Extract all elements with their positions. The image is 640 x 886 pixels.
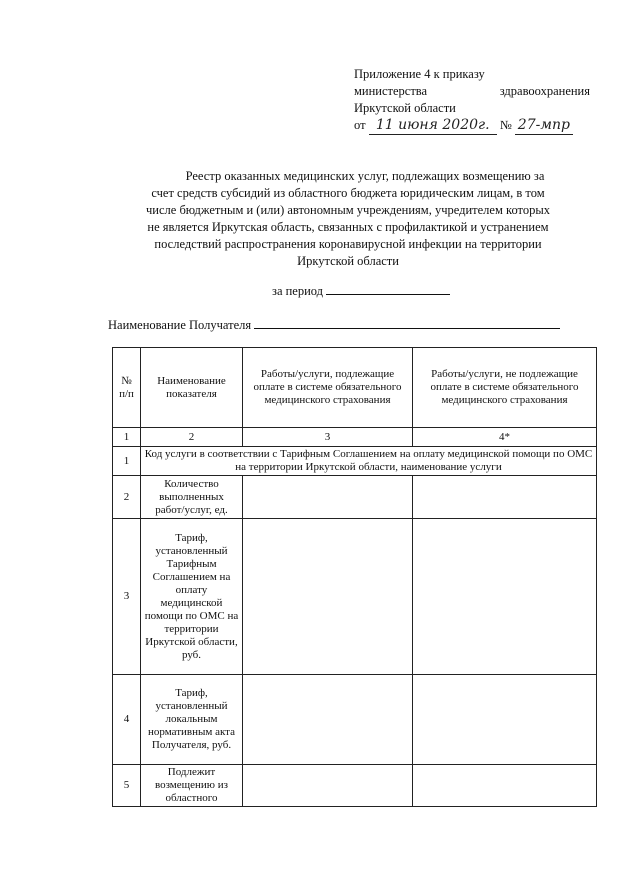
row-oms-not-paid-cell[interactable] [413, 675, 597, 765]
column-number-3: 3 [243, 428, 413, 447]
table-row [113, 476, 597, 519]
row-number: 2 [113, 476, 141, 519]
title-line-4: не является Иркутская область, связанных с профилактикой и устранением [147, 220, 549, 234]
appendix-line-2 [354, 83, 590, 100]
row-oms-not-paid-cell[interactable] [413, 519, 597, 675]
date-prefix: от [354, 118, 366, 132]
document-title [108, 168, 588, 270]
appendix-date-line [354, 117, 590, 135]
header-number: № п/п [113, 348, 141, 428]
header-row [113, 348, 597, 428]
appendix-line-3: Иркутской области [354, 101, 456, 115]
header-indicator: Наименование показателя [141, 348, 243, 428]
title-line-1: Реестр оказанных медицинских услуг, подлежащих возмещению за [185, 169, 545, 183]
handwritten-date: 11 июня 2020г. [369, 117, 497, 135]
row-oms-not-paid-cell[interactable] [413, 765, 597, 807]
column-number-2: 2 [141, 428, 243, 447]
period-blank-line [326, 282, 450, 295]
period-field [272, 282, 450, 299]
period-label: за период [272, 284, 324, 298]
title-line-3: числе бюджетным и (или) автономным учреждениям, учредителем которых [146, 203, 550, 217]
appendix-block [354, 66, 590, 135]
row-number: 5 [113, 765, 141, 807]
recipient-blank-line [254, 316, 560, 329]
title-line-6: Иркутской области [297, 254, 399, 268]
row-oms-not-paid-cell[interactable] [413, 476, 597, 519]
row-number: 4 [113, 675, 141, 765]
row-oms-paid-cell[interactable] [243, 519, 413, 675]
number-prefix: № [499, 118, 512, 132]
column-numbers-row [113, 428, 597, 447]
row-oms-paid-cell[interactable] [243, 765, 413, 807]
recipient-field [108, 316, 560, 333]
registry-table [112, 347, 597, 807]
handwritten-number: 27-мпр [515, 117, 573, 135]
row-oms-paid-cell[interactable] [243, 476, 413, 519]
column-number-4: 4* [413, 428, 597, 447]
row-oms-paid-cell[interactable] [243, 675, 413, 765]
row-indicator: Подлежит возмещению из областного [141, 765, 243, 807]
appendix-line-2-right: здравоохранения [499, 84, 590, 98]
section-row-text: Код услуги в соответствии с Тарифным Соглашением на оплату медицинской помощи по ОМС на территории Иркутской области, наименование услуги [141, 447, 597, 476]
header-oms-not-paid: Работы/услуги, не подлежащие оплате в системе обязательного медицинского страхования [413, 348, 597, 428]
title-line-5: последствий распространения коронавирусной инфекции на территории [154, 237, 542, 251]
table-row [113, 765, 597, 807]
column-number-1: 1 [113, 428, 141, 447]
section-row-number: 1 [113, 447, 141, 476]
title-line-2: счет средств субсидий из областного бюджета юридическим лицам, в том [151, 186, 545, 200]
row-indicator: Количество выполненных работ/услуг, ед. [141, 476, 243, 519]
table-row [113, 675, 597, 765]
appendix-line-2-left: министерства [354, 84, 428, 98]
row-indicator: Тариф, установленный локальным нормативным акта Получателя, руб. [141, 675, 243, 765]
row-indicator: Тариф, установленный Тарифным Соглашением на оплату медицинской помощи по ОМС на территории Иркутской области, руб. [141, 519, 243, 675]
header-oms-paid: Работы/услуги, подлежащие оплате в системе обязательного медицинского страхования [243, 348, 413, 428]
section-row [113, 447, 597, 476]
row-number: 3 [113, 519, 141, 675]
appendix-line-1: Приложение 4 к приказу [354, 67, 485, 81]
recipient-label: Наименование Получателя [108, 318, 252, 332]
table-row [113, 519, 597, 675]
